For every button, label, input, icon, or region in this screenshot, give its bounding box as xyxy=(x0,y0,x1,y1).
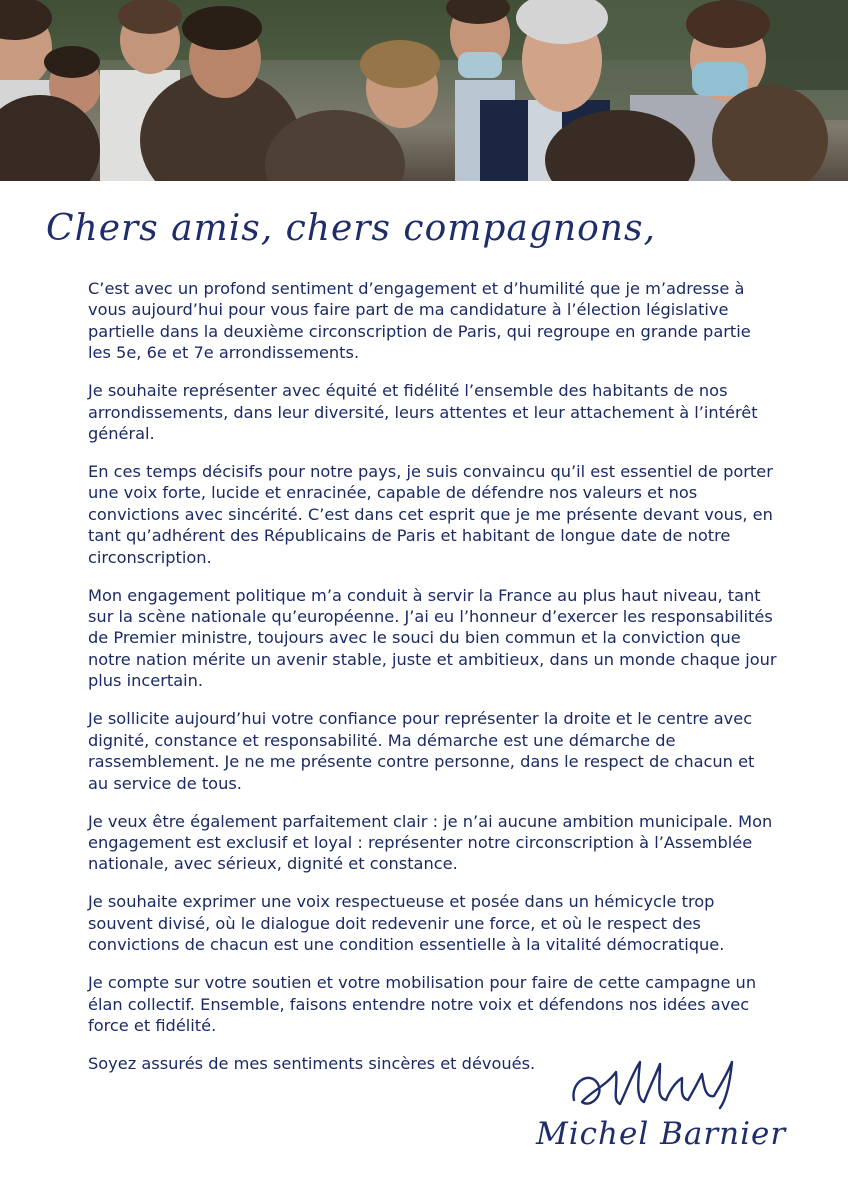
paragraph: C’est avec un profond sentiment d’engagement et d’humilité que je m’adresse à vous aujourd’hui pour vous faire part de ma candidature à l’élection législative partielle dans la deuxième circonscription de Paris, qui regroupe en grande partie les 5e, 6e et 7e arrondissements. xyxy=(88,279,751,363)
handwritten-signature xyxy=(560,1042,820,1172)
paragraph: Je veux être également parfaitement clair : je n’ai aucune ambition municipale. Mon engagement est exclusif et loyal : représenter notre circonscription à l’Assemblée nationale, avec sérieux, dignité et constance. xyxy=(88,811,773,874)
paragraph: Mon engagement politique m’a conduit à servir la France au plus haut niveau, tant sur la scène nationale qu’européenne. J’ai eu l’honneur d’exercer les responsabilités de Premier ministre, toujours avec le souci du bien commun et la conviction que notre nation mérite un avenir stable, juste et ambitieux, dans un monde chaque jour plus incertain. xyxy=(88,585,777,691)
paragraph: En ces temps décisifs pour notre pays, je suis convaincu qu’il est essentiel de porter une voix forte, lucide et enracinée, capable de défendre nos valeurs et nos convictions avec sincérité. C’est dans cet esprit que je me présente devant vous, en tant qu’adhérent des Républicains de Paris et habitant de longue date de notre circonscription. xyxy=(88,462,773,567)
signature-name: Michel Barnier xyxy=(536,1116,787,1152)
paragraph: Je souhaite représenter avec équité et fidélité l’ensemble des habitants de nos arrondissements, dans leur diversité, leurs attentes et leur attachement à l’intérêt général. xyxy=(88,381,758,444)
paragraph: Je sollicite aujourd’hui votre confiance pour représenter la droite et le centre avec dignité, constance et responsabilité. Ma démarche est une démarche de rassemblement. Je ne me présente contre personne, dans le respect de chacun et au service de tous. xyxy=(88,709,755,793)
paragraph: Je souhaite exprimer une voix respectueuse et posée dans un hémicycle trop souvent divisé, où le dialogue doit redevenir une force, et où le respect des convictions de chacun est une condition essentielle à la vitalité démocratique. xyxy=(88,892,725,955)
closing-line: Soyez assurés de mes sentiments sincères et dévoués. xyxy=(88,1053,536,1073)
crowd-photo-illustration xyxy=(0,0,848,181)
banner-photo xyxy=(0,0,848,181)
paragraph: Je compte sur votre soutien et votre mobilisation pour faire de cette campagne un élan collectif. Ensemble, faisons entendre notre voix et défendons nos idées avec force et fidélité. xyxy=(88,973,757,1035)
salutation: Chers amis, chers compagnons, xyxy=(46,208,656,249)
letter-body xyxy=(88,278,778,1074)
